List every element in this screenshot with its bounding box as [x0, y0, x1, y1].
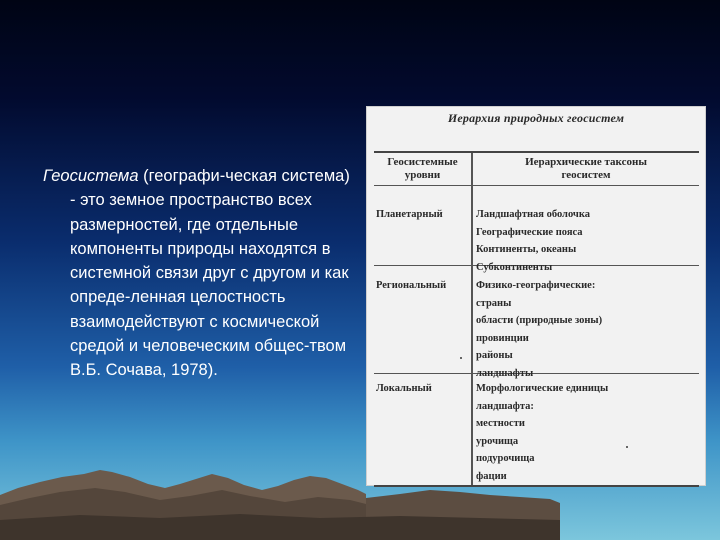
taxon-item: районы [476, 350, 513, 361]
taxon-item: Ландшафтная оболочка [476, 209, 590, 220]
taxon-item: страны [476, 297, 512, 309]
taxon-item: провинции [476, 332, 529, 344]
taxon-item: Географические пояса [476, 226, 583, 238]
hierarchy-table [374, 151, 699, 487]
hierarchy-table-image [366, 106, 706, 486]
taxon-item: урочища [476, 435, 519, 447]
level-planetary: Планетарный [376, 209, 443, 220]
taxa-list-local [476, 382, 608, 487]
table-title: Иерархия природных геосистем [447, 111, 625, 125]
column-header-taxa: Иерархические таксоны геосистем [525, 156, 647, 181]
taxon-item: фации [476, 470, 507, 482]
level-local: Локальный [376, 383, 432, 394]
taxon-item: Физико-географические: [476, 280, 596, 291]
taxa-list-planetary [476, 208, 590, 278]
header-divider [374, 185, 699, 186]
taxon-item: Субконтиненты [476, 261, 553, 273]
scan-speck [626, 446, 628, 448]
scan-speck [460, 357, 462, 359]
taxon-item: Морфологические единицы [476, 383, 609, 394]
taxon-item: Континенты, океаны [476, 244, 577, 255]
column-header-levels: Геосистемные уровни [387, 156, 458, 181]
column-divider [471, 153, 473, 485]
definition-text: (географи-ческая система) - это земное пространство всех размерностей, где отдельные компоненты природы находятся в системной связи друг с другом и как опреде-ленная целостность взаимодействуют с космической средой и человеческим общес-твом В.Б. Сочава, 1978). [70, 167, 350, 380]
taxa-list-regional [476, 279, 602, 384]
taxon-item: местности [476, 418, 525, 429]
definition-term: Геосистема [43, 167, 139, 185]
taxon-item: ландшафта: [476, 400, 534, 412]
geosystem-definition [43, 164, 355, 383]
taxon-item: ландшафты [476, 367, 534, 379]
level-regional: Региональный [376, 280, 447, 291]
taxon-item: подурочища [476, 453, 535, 464]
taxon-item: области (природные зоны) [476, 315, 603, 326]
